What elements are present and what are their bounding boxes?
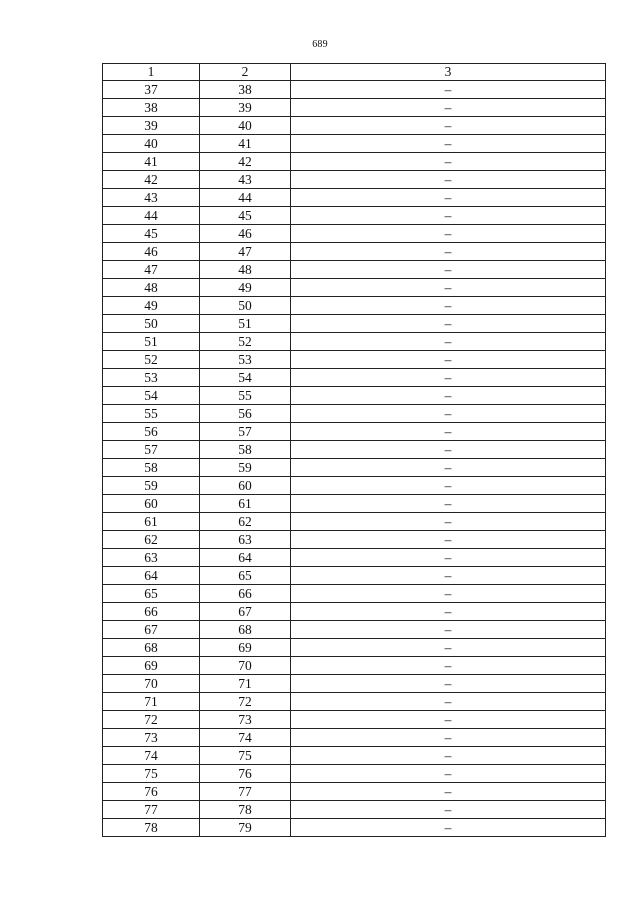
table-cell-col-1: 44 — [103, 207, 200, 225]
table-row — [103, 423, 606, 441]
table-cell-col-3: – — [291, 315, 606, 333]
table-cell-col-1: 43 — [103, 189, 200, 207]
table-cell-col-3: – — [291, 423, 606, 441]
table-cell-col-1: 55 — [103, 405, 200, 423]
table-cell-col-1: 46 — [103, 243, 200, 261]
table-cell-col-2: 57 — [200, 423, 291, 441]
table-row — [103, 117, 606, 135]
table-row — [103, 207, 606, 225]
table-cell-col-3: – — [291, 387, 606, 405]
table-cell-col-3: – — [291, 261, 606, 279]
table-cell-col-3: – — [291, 675, 606, 693]
table-cell-col-2: 41 — [200, 135, 291, 153]
table-cell-col-1: 63 — [103, 549, 200, 567]
table-cell-col-2: 66 — [200, 585, 291, 603]
table-cell-col-1: 49 — [103, 297, 200, 315]
header-row — [103, 64, 606, 81]
table-cell-col-3: – — [291, 243, 606, 261]
header-cell-col-2: 2 — [200, 64, 291, 81]
table-cell-col-3: – — [291, 459, 606, 477]
table-cell-col-2: 49 — [200, 279, 291, 297]
header-cell-col-3: 3 — [291, 64, 606, 81]
table-cell-col-1: 59 — [103, 477, 200, 495]
table-cell-col-1: 40 — [103, 135, 200, 153]
table-cell-col-3: – — [291, 729, 606, 747]
table-cell-col-2: 48 — [200, 261, 291, 279]
table-cell-col-2: 55 — [200, 387, 291, 405]
table-cell-col-2: 70 — [200, 657, 291, 675]
table-cell-col-3: – — [291, 603, 606, 621]
table-row — [103, 693, 606, 711]
table-row — [103, 333, 606, 351]
table-row — [103, 279, 606, 297]
table-cell-col-2: 43 — [200, 171, 291, 189]
table-row — [103, 441, 606, 459]
table-cell-col-2: 59 — [200, 459, 291, 477]
table-row — [103, 477, 606, 495]
table-row — [103, 513, 606, 531]
table-cell-col-3: – — [291, 819, 606, 837]
table-cell-col-1: 39 — [103, 117, 200, 135]
data-table — [102, 63, 606, 837]
table-cell-col-2: 45 — [200, 207, 291, 225]
table-cell-col-1: 77 — [103, 801, 200, 819]
table-cell-col-1: 67 — [103, 621, 200, 639]
table-cell-col-1: 68 — [103, 639, 200, 657]
table-cell-col-2: 44 — [200, 189, 291, 207]
table-cell-col-3: – — [291, 441, 606, 459]
table-cell-col-1: 54 — [103, 387, 200, 405]
table-cell-col-2: 65 — [200, 567, 291, 585]
table-cell-col-1: 64 — [103, 567, 200, 585]
table-row — [103, 405, 606, 423]
table-cell-col-3: – — [291, 225, 606, 243]
table-row — [103, 783, 606, 801]
table-row — [103, 549, 606, 567]
table-row — [103, 387, 606, 405]
table-cell-col-2: 69 — [200, 639, 291, 657]
table-cell-col-3: – — [291, 189, 606, 207]
table-row — [103, 99, 606, 117]
table-cell-col-3: – — [291, 801, 606, 819]
table-cell-col-1: 38 — [103, 99, 200, 117]
table-cell-col-1: 48 — [103, 279, 200, 297]
table-cell-col-1: 57 — [103, 441, 200, 459]
table-cell-col-1: 71 — [103, 693, 200, 711]
table-row — [103, 225, 606, 243]
table-cell-col-2: 73 — [200, 711, 291, 729]
table-cell-col-3: – — [291, 207, 606, 225]
table-cell-col-1: 52 — [103, 351, 200, 369]
table-cell-col-3: – — [291, 693, 606, 711]
table-row — [103, 711, 606, 729]
table-cell-col-3: – — [291, 549, 606, 567]
table-cell-col-2: 64 — [200, 549, 291, 567]
table-cell-col-1: 73 — [103, 729, 200, 747]
table-cell-col-3: – — [291, 711, 606, 729]
table-row — [103, 657, 606, 675]
table-cell-col-1: 66 — [103, 603, 200, 621]
table-cell-col-3: – — [291, 585, 606, 603]
table-cell-col-2: 68 — [200, 621, 291, 639]
table-cell-col-2: 71 — [200, 675, 291, 693]
table-cell-col-2: 62 — [200, 513, 291, 531]
table-row — [103, 747, 606, 765]
table-cell-col-2: 47 — [200, 243, 291, 261]
table-cell-col-1: 41 — [103, 153, 200, 171]
table-cell-col-3: – — [291, 333, 606, 351]
table-cell-col-3: – — [291, 495, 606, 513]
table-cell-col-3: – — [291, 135, 606, 153]
table-row — [103, 531, 606, 549]
table-cell-col-2: 58 — [200, 441, 291, 459]
table-cell-col-2: 42 — [200, 153, 291, 171]
table-cell-col-3: – — [291, 765, 606, 783]
table-cell-col-1: 60 — [103, 495, 200, 513]
table-cell-col-2: 39 — [200, 99, 291, 117]
table-cell-col-3: – — [291, 639, 606, 657]
table-cell-col-3: – — [291, 153, 606, 171]
table-cell-col-1: 51 — [103, 333, 200, 351]
table-cell-col-3: – — [291, 405, 606, 423]
table-row — [103, 603, 606, 621]
table-cell-col-2: 56 — [200, 405, 291, 423]
table-cell-col-3: – — [291, 477, 606, 495]
table-cell-col-2: 77 — [200, 783, 291, 801]
table-cell-col-1: 74 — [103, 747, 200, 765]
table-cell-col-3: – — [291, 279, 606, 297]
table-cell-col-3: – — [291, 783, 606, 801]
table-row — [103, 801, 606, 819]
table-cell-col-2: 46 — [200, 225, 291, 243]
table-cell-col-1: 65 — [103, 585, 200, 603]
table-cell-col-1: 45 — [103, 225, 200, 243]
table-cell-col-2: 51 — [200, 315, 291, 333]
table-cell-col-1: 76 — [103, 783, 200, 801]
table-cell-col-2: 38 — [200, 81, 291, 99]
table-cell-col-1: 42 — [103, 171, 200, 189]
table-row — [103, 135, 606, 153]
table-cell-col-1: 50 — [103, 315, 200, 333]
table-row — [103, 765, 606, 783]
table-cell-col-3: – — [291, 297, 606, 315]
page-number: 689 — [312, 39, 328, 50]
table-row — [103, 729, 606, 747]
table-cell-col-3: – — [291, 531, 606, 549]
table-cell-col-2: 54 — [200, 369, 291, 387]
table-row — [103, 639, 606, 657]
table-cell-col-2: 78 — [200, 801, 291, 819]
table-row — [103, 171, 606, 189]
table-cell-col-3: – — [291, 657, 606, 675]
header-cell-col-1: 1 — [103, 64, 200, 81]
table-cell-col-3: – — [291, 513, 606, 531]
table-row — [103, 675, 606, 693]
table-cell-col-3: – — [291, 747, 606, 765]
table-row — [103, 459, 606, 477]
table-cell-col-2: 76 — [200, 765, 291, 783]
table-cell-col-1: 37 — [103, 81, 200, 99]
table-row — [103, 261, 606, 279]
table-cell-col-2: 52 — [200, 333, 291, 351]
table-row — [103, 351, 606, 369]
table-cell-col-3: – — [291, 99, 606, 117]
table-row — [103, 297, 606, 315]
table-cell-col-2: 53 — [200, 351, 291, 369]
table-cell-col-2: 63 — [200, 531, 291, 549]
table-cell-col-1: 61 — [103, 513, 200, 531]
table-cell-col-2: 67 — [200, 603, 291, 621]
table-cell-col-2: 74 — [200, 729, 291, 747]
table-cell-col-2: 40 — [200, 117, 291, 135]
table-cell-col-3: – — [291, 351, 606, 369]
table-cell-col-3: – — [291, 621, 606, 639]
table-row — [103, 585, 606, 603]
table-cell-col-2: 50 — [200, 297, 291, 315]
table-row — [103, 315, 606, 333]
table-row — [103, 567, 606, 585]
table-cell-col-1: 78 — [103, 819, 200, 837]
table-cell-col-2: 75 — [200, 747, 291, 765]
table-cell-col-1: 53 — [103, 369, 200, 387]
table-cell-col-1: 62 — [103, 531, 200, 549]
table-cell-col-1: 47 — [103, 261, 200, 279]
table-cell-col-2: 72 — [200, 693, 291, 711]
table-row — [103, 189, 606, 207]
table-cell-col-1: 58 — [103, 459, 200, 477]
table-row — [103, 369, 606, 387]
table-cell-col-2: 61 — [200, 495, 291, 513]
table-cell-col-3: – — [291, 171, 606, 189]
table-cell-col-3: – — [291, 117, 606, 135]
table-cell-col-1: 56 — [103, 423, 200, 441]
table-row — [103, 153, 606, 171]
table-row — [103, 819, 606, 837]
table-cell-col-1: 72 — [103, 711, 200, 729]
table-cell-col-3: – — [291, 81, 606, 99]
table-cell-col-1: 70 — [103, 675, 200, 693]
table-cell-col-1: 69 — [103, 657, 200, 675]
table-cell-col-2: 79 — [200, 819, 291, 837]
table-cell-col-3: – — [291, 369, 606, 387]
table-cell-col-1: 75 — [103, 765, 200, 783]
table-row — [103, 621, 606, 639]
table-cell-col-3: – — [291, 567, 606, 585]
table-header — [103, 64, 606, 81]
table-row — [103, 495, 606, 513]
table-body — [103, 81, 606, 837]
table-row — [103, 243, 606, 261]
table-row — [103, 81, 606, 99]
table-cell-col-2: 60 — [200, 477, 291, 495]
